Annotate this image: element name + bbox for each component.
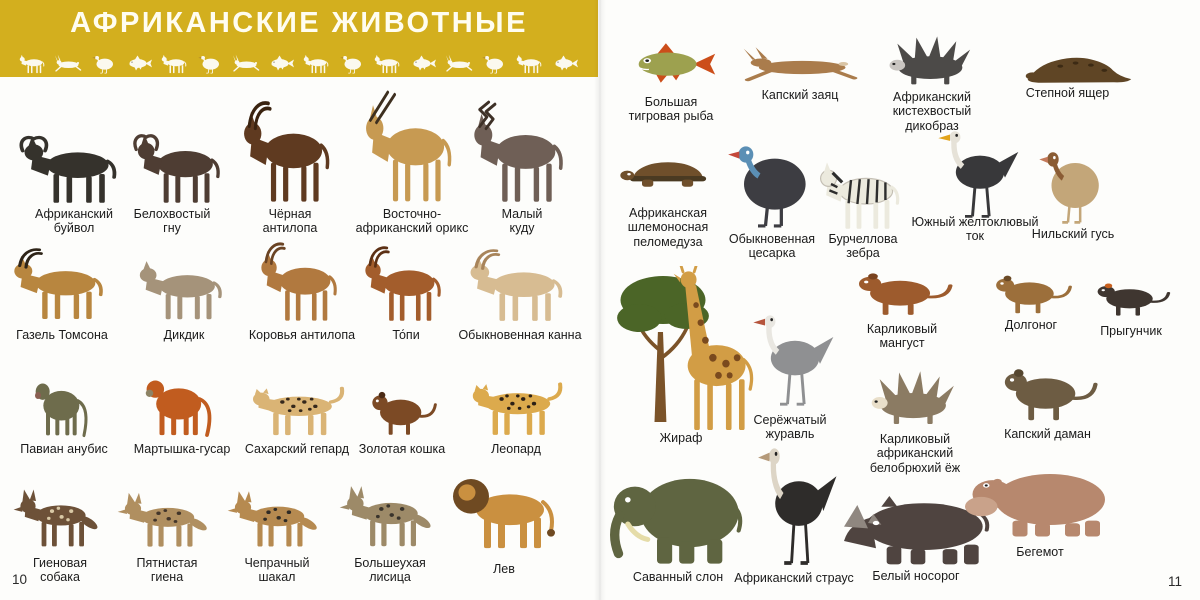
patas-monkey [132, 358, 232, 456]
page-title: АФРИКАНСКИЕ ЖИВОТНЫЕ [70, 7, 528, 39]
giraffe-label: Жираф [659, 431, 703, 445]
savanna-elephant-label: Саванный слон [632, 570, 724, 584]
frieze-quadruped-silhouette-illustration [160, 52, 190, 74]
black-backed-jackal-illustration [226, 480, 328, 550]
frieze-fish-silhouette-illustration [408, 52, 438, 74]
frieze-hare-silhouette-illustration [53, 52, 83, 74]
savanna-elephant [608, 458, 748, 584]
frieze-quadruped-silhouette-illustration [18, 52, 48, 74]
african-buffalo-illustration [18, 126, 130, 206]
animal-silhouette-frieze [18, 52, 581, 74]
frieze-roundbird-silhouette-illustration [337, 52, 367, 74]
springhare-label: Долгоног [1004, 318, 1058, 332]
dwarf-mongoose [844, 256, 960, 351]
dwarf-mongoose-label: Карликовый мангуст [866, 322, 938, 351]
hartebeest [248, 240, 356, 342]
southern-yellow-billed-hornbill-illustration [925, 128, 1025, 220]
egyptian-goose-label: Нильский гусь [1031, 227, 1115, 241]
ground-pangolin-illustration [1020, 36, 1135, 88]
title-banner [0, 0, 598, 77]
african-helmeted-turtle [616, 140, 720, 249]
frieze-fish-silhouette-illustration [124, 52, 154, 74]
golden-cat-label: Золотая кошка [358, 442, 446, 456]
burchells-zebra [815, 152, 911, 261]
topi-illustration [360, 244, 452, 324]
frieze-roundbird-silhouette-illustration [479, 52, 509, 74]
saharan-cheetah-label: Сахарский гепард [244, 442, 350, 456]
african-helmeted-turtle-illustration [616, 140, 720, 200]
thomson-gazelle [8, 246, 116, 342]
lesser-kudu-illustration [468, 100, 576, 206]
giant-tigerfish-illustration [620, 34, 722, 92]
savanna-elephant-illustration [608, 458, 748, 568]
frieze-fish-silhouette-illustration [550, 52, 580, 74]
spotted-hyena-illustration [116, 482, 218, 550]
african-brush-tailed-porcupine-illustration [880, 28, 984, 88]
saharan-cheetah-illustration [242, 366, 352, 438]
frieze-quadruped-silhouette-illustration [373, 52, 403, 74]
golden-cat [358, 374, 446, 456]
giant-tigerfish-label: Большая тигровая рыба [628, 95, 714, 124]
golden-cat-illustration [362, 374, 442, 438]
east-african-oryx [355, 90, 469, 236]
olive-baboon-label: Павиан анубис [20, 442, 108, 456]
springhare [984, 260, 1078, 332]
bat-eared-fox [338, 474, 442, 585]
helmeted-guineafowl [716, 128, 828, 261]
african-buffalo-label: Африканский буйвол [35, 207, 113, 236]
frieze-quadruped-silhouette-illustration [515, 52, 545, 74]
lion [444, 456, 564, 576]
cape-hare [735, 42, 865, 102]
sable-antelope-illustration [238, 98, 342, 206]
hartebeest-label: Коровья антилопа [248, 328, 356, 342]
hartebeest-illustration [256, 240, 348, 324]
white-tailed-gnu-illustration [132, 124, 232, 206]
bat-eared-fox-illustration [338, 474, 442, 550]
helmeted-guineafowl-label: Обыкновенная цесарка [728, 232, 816, 261]
african-pygmy-hedgehog-label: Карликовый африканский белобрюхий ёж [869, 432, 961, 475]
wattled-crane [740, 312, 840, 442]
burchells-zebra-label: Бурчеллова зебра [828, 232, 898, 261]
african-buffalo [18, 126, 130, 236]
frieze-quadruped-silhouette-illustration [302, 52, 332, 74]
black-backed-jackal [226, 480, 328, 585]
white-tailed-gnu-label: Белохвостый гну [133, 207, 211, 236]
african-pygmy-hedgehog [862, 362, 968, 475]
african-ostrich [734, 444, 854, 585]
frieze-hare-silhouette-illustration [444, 52, 474, 74]
african-ostrich-label: Африканский страус [734, 571, 854, 585]
giant-tigerfish [620, 34, 722, 124]
african-helmeted-turtle-label: Африканская шлемоносная пеломедуза [627, 206, 709, 249]
frieze-fish-silhouette-illustration [266, 52, 296, 74]
cape-hyrax-illustration [990, 348, 1105, 424]
dwarf-mongoose-illustration [844, 256, 960, 318]
bat-eared-fox-label: Большеухая лисица [354, 556, 426, 585]
cape-hare-label: Капский заяц [761, 88, 839, 102]
hippopotamus [965, 452, 1115, 559]
elephant-shrew-illustration [1086, 270, 1176, 318]
dik-dik [134, 252, 234, 342]
topi [360, 244, 452, 342]
frieze-roundbird-silhouette-illustration [195, 52, 225, 74]
thomson-gazelle-illustration [8, 246, 116, 322]
page-number-left: 10 [12, 572, 28, 587]
patas-monkey-illustration [132, 358, 232, 440]
thomson-gazelle-label: Газель Томсона [16, 328, 108, 342]
olive-baboon-illustration [24, 362, 104, 440]
topi-label: То́пи [392, 328, 420, 342]
southern-yellow-billed-hornbill-label: Южный желтоклювый ток [911, 215, 1039, 244]
african-brush-tailed-porcupine-label: Африканский кистехвостый дикобраз [892, 90, 972, 133]
hippopotamus-illustration [965, 452, 1115, 540]
frieze-roundbird-silhouette-illustration [89, 52, 119, 74]
frieze-hare-silhouette-illustration [231, 52, 261, 74]
common-eland-label: Обыкновенная канна [458, 328, 582, 342]
wattled-crane-label: Серёжчатый журавль [753, 413, 827, 442]
leopard [462, 360, 570, 456]
elephant-shrew [1086, 270, 1176, 338]
egyptian-goose-illustration [1030, 136, 1116, 226]
egyptian-goose [1030, 136, 1116, 241]
spotted-hyena-label: Пятнистая гиена [136, 556, 198, 585]
white-tailed-gnu [132, 124, 232, 236]
lion-label: Лев [493, 562, 515, 576]
springhare-illustration [984, 260, 1078, 316]
page-number-right: 11 [1168, 574, 1183, 589]
white-rhinoceros-label: Белый носорог [872, 569, 960, 583]
cape-hare-illustration [735, 42, 865, 86]
ground-pangolin [1020, 36, 1135, 100]
hippopotamus-label: Бегемот [1016, 545, 1064, 559]
spotted-hyena [116, 482, 218, 585]
sable-antelope [238, 98, 342, 236]
leopard-illustration [462, 360, 570, 438]
east-african-oryx-label: Восточно-африканский орикс [355, 207, 469, 236]
lesser-kudu [468, 100, 576, 236]
page-gutter [594, 0, 606, 600]
common-eland [458, 247, 582, 342]
leopard-label: Леопард [491, 442, 541, 456]
cape-hyrax [990, 348, 1105, 441]
burchells-zebra-illustration [815, 152, 911, 232]
african-pygmy-hedgehog-illustration [862, 362, 968, 428]
dik-dik-label: Дикдик [163, 328, 205, 342]
wattled-crane-illustration [740, 312, 840, 408]
olive-baboon [20, 362, 108, 456]
black-backed-jackal-label: Чепрачный шакал [244, 556, 310, 585]
cape-hyrax-label: Капский даман [1004, 427, 1091, 441]
sable-antelope-label: Чёрная антилопа [262, 207, 318, 236]
african-wild-dog-illustration [12, 478, 108, 550]
saharan-cheetah [242, 366, 352, 456]
dik-dik-illustration [134, 252, 234, 322]
common-eland-illustration [464, 247, 576, 324]
lesser-kudu-label: Малый куду [501, 207, 543, 236]
southern-yellow-billed-hornbill [911, 128, 1039, 244]
lion-illustration [444, 456, 564, 552]
ground-pangolin-label: Степной ящер [1025, 86, 1110, 100]
patas-monkey-label: Мартышка-гусар [133, 442, 231, 456]
african-ostrich-illustration [745, 444, 843, 568]
african-wild-dog-label: Гиеновая собака [32, 556, 88, 585]
helmeted-guineafowl-illustration [716, 128, 828, 230]
elephant-shrew-label: Прыгунчик [1100, 324, 1162, 338]
african-brush-tailed-porcupine [880, 28, 984, 133]
east-african-oryx-illustration [360, 90, 464, 206]
